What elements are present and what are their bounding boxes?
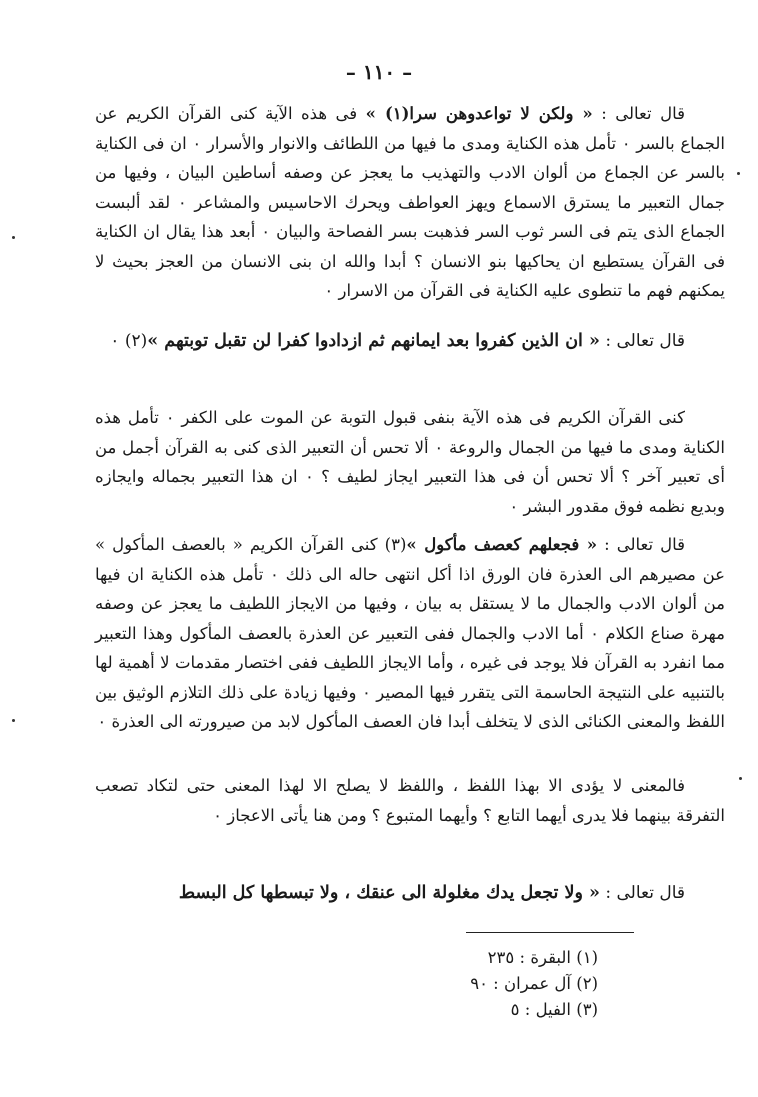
verse-quote: « ان الذين كفروا بعد ايمانهم ثم ازدادوا كفرا لن تقبل توبتهم » <box>147 331 600 351</box>
page-number: – ١١٠ – <box>345 60 413 84</box>
verse-quote: « ولا تجعل يدك مغلولة الى عنقك ، ولا تبسطها كل البسط <box>178 883 600 903</box>
paragraph-text: فالمعنى لا يؤدى الا بهذا اللفظ ، واللفظ لا يصلح الا لهذا المعنى حتى لتكاد تصعب التفرقة بينهما فلا يدرى أيهما التابع ؟ وأيهما المتبوع ؟ ومن هنا يأتى الاعجاز ٠ <box>95 776 725 825</box>
footnote-ref: (٢) ٠ <box>110 331 148 351</box>
paragraph-2 <box>95 403 725 521</box>
scan-speck <box>12 236 15 239</box>
verse-intro: قال تعالى : <box>599 331 685 351</box>
scan-speck <box>739 777 742 780</box>
verse-intro: قال تعالى : <box>592 104 685 123</box>
verse-heading-5 <box>95 878 725 908</box>
paragraph-text: فى هذه الآية كنى القرآن الكريم عن الجماع بالسر ٠ تأمل هذه الكناية ومدى ما فيها من اللطائف والانوار والأسرار ٠ ان فى الكناية بالسر عن الجماع من ألوان الادب والتهذيب ما يعجز عن وصفه أساطين البيان ، وفيها من جمال التعبير ما يسترق الاسماع ويهز العواطف ويحرك الاحاسيس والمشاعر ٠ لقد ألبست الجماع الذى يتم فى السر ثوب السر فذهبت بسر الفصاحة والبيان ٠ أبعد هذا يقال ان الكناية فى القرآن يستطيع ان يحاكيها بنو الانسان ؟ أبدا والله ان بنى الانسان من العجز بحيث لا يمكنهم فهم ما تنطوى عليه الكناية فى القرآن من الاسرار ٠ <box>95 104 725 300</box>
paragraph-4 <box>95 771 725 830</box>
verse-quote: « فجعلهم كعصف مأكول » <box>406 535 598 554</box>
verse-heading-2 <box>95 326 725 356</box>
footnote-2: (٢) آل عمران : ٩٠ <box>470 974 598 993</box>
verse-intro: قال تعالى : <box>599 883 685 903</box>
verse-quote: « ولكن لا تواعدوهن سرا(١) » <box>365 104 593 123</box>
footnotes <box>380 945 598 1023</box>
paragraph-text: كنى القرآن الكريم فى هذه الآية بنفى قبول التوبة عن الموت على الكفر ٠ تأمل هذه الكناية ومدى ما فيها من الجمال والروعة ٠ ألا تحس أن التعبير الذى كنى به القرآن أجمل من أى تعبير آخر ؟ ألا تحس أن فى هذا التعبير ايجاز لطيف ؟ ٠ ان هذا التعبير بجماله وايجازه وبديع نظمه فوق مقدور البشر ٠ <box>95 408 725 516</box>
paragraph-3 <box>95 530 725 737</box>
paragraph-text: (٣) كنى القرآن الكريم « بالعصف المأكول » عن مصيرهم الى العذرة فان الورق اذا أكل انتهى حاله الى ذلك ٠ تأمل هذه الكناية ان فيها من ألوان الادب والجمال ما لا يستقل به بيان ، وفيها من الايجاز اللطيف ما يعجز عن وصفه مهرة صناع الكلام ٠ أما الادب والجمال ففى التعبير عن العذرة بالعصف المأكول وهذا التعبير مما انفرد به القرآن فلا يوجد فى غيره ، وأما الايجاز اللطيف ففى اختصار مقدمات لا أهمية لها بالتنبيه على النتيجة الحاسمة التى يتقرر فيها المصير ٠ وفيها زيادة على ذلك التلازم الوثيق بين اللفظ والمعنى الكنائى الذى لا يتخلف أبدا فان العصف المأكول لابد من صيرورته الى العذرة ٠ <box>95 535 725 731</box>
footnote-3: (٣) الفيل : ٥ <box>510 1000 598 1019</box>
paragraph-1 <box>95 99 725 306</box>
scan-speck <box>12 719 15 722</box>
verse-intro: قال تعالى : <box>597 535 685 554</box>
footnote-1: (١) البقرة : ٢٣٥ <box>487 948 598 967</box>
footnote-divider <box>466 932 634 933</box>
scan-speck <box>737 172 740 175</box>
